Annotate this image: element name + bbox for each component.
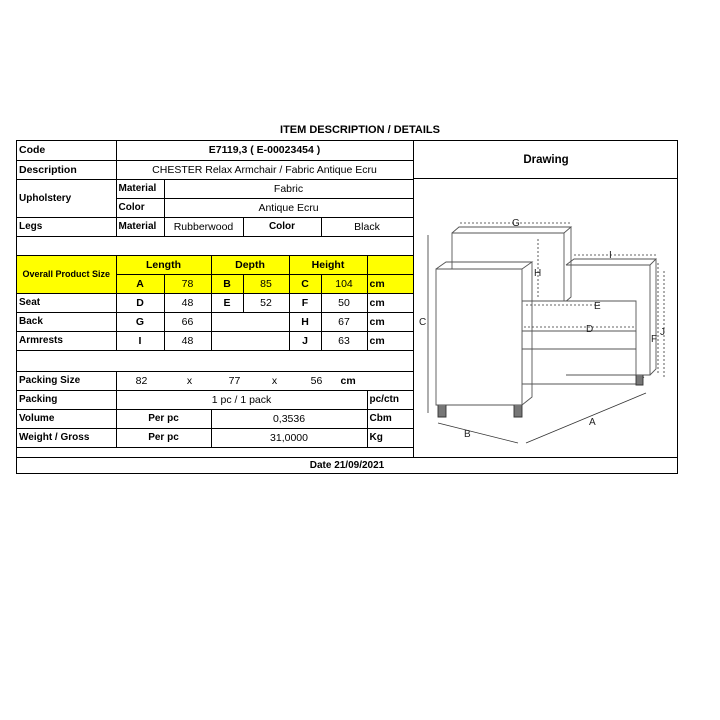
overall-c-value: 104 [321, 274, 367, 293]
armrests-row [17, 331, 413, 350]
overall-a-value: 78 [164, 274, 211, 293]
volume-unit: Cbm [367, 409, 413, 428]
code-value: E7119,3 ( E-00023454 ) [116, 141, 413, 160]
drawing-label-i: I [609, 250, 612, 261]
seat-f-letter: F [289, 293, 321, 312]
upholstery-color-value: Antique Ecru [164, 198, 413, 217]
code-label: Code [17, 141, 116, 160]
back-unit: cm [367, 312, 413, 331]
overall-b-letter: B [211, 274, 243, 293]
spec-sheet [16, 140, 678, 474]
upholstery-color-label: Color [116, 198, 164, 217]
upholstery-label: Upholstery [17, 179, 116, 217]
description-label: Description [17, 160, 116, 179]
height-header: Height [289, 255, 367, 274]
armrests-j-letter: J [289, 331, 321, 350]
spec-table [17, 141, 414, 448]
seat-d-value: 48 [164, 293, 211, 312]
date-footer: Date 21/09/2021 [17, 457, 677, 473]
drawing-label-c: C [419, 317, 427, 328]
packing-row [17, 390, 413, 409]
upholstery-material-value: Fabric [164, 179, 413, 198]
packing-size-label: Packing Size [17, 371, 116, 390]
packing-unit: pc/ctn [367, 390, 413, 409]
back-row [17, 312, 413, 331]
packing-size-x1: x [186, 374, 193, 387]
weight-per: Per pc [116, 428, 211, 447]
back-g-value: 66 [164, 312, 211, 331]
drawing-label-f: F [651, 334, 658, 345]
back-h-value: 67 [321, 312, 367, 331]
drawing-label-b: B [464, 429, 471, 440]
weight-unit: Kg [367, 428, 413, 447]
packing-size-length: 82 [135, 374, 148, 387]
overall-a-letter: A [116, 274, 164, 293]
drawing-label-g: G [512, 218, 520, 229]
packing-size-row [17, 371, 413, 390]
armrests-j-value: 63 [321, 331, 367, 350]
volume-row [17, 409, 413, 428]
back-g-letter: G [116, 312, 164, 331]
packing-size-width: 77 [228, 374, 241, 387]
seat-d-letter: D [116, 293, 164, 312]
upholstery-material-row [17, 179, 413, 198]
seat-e-value: 52 [243, 293, 289, 312]
legs-material-value: Rubberwood [164, 217, 243, 236]
seat-e-letter: E [211, 293, 243, 312]
packing-value: 1 pc / 1 pack [116, 390, 367, 409]
armchair-drawing [414, 179, 678, 457]
packing-size-height: 56 [310, 374, 323, 387]
drawing-label-d: D [586, 324, 594, 335]
drawing-panel [413, 141, 678, 457]
armrests-unit: cm [367, 331, 413, 350]
back-label: Back [17, 312, 116, 331]
seat-unit: cm [367, 293, 413, 312]
legs-material-label: Material [116, 217, 164, 236]
overall-b-value: 85 [243, 274, 289, 293]
volume-value: 0,3536 [211, 409, 367, 428]
dimension-header-row [17, 255, 413, 274]
description-value: CHESTER Relax Armchair / Fabric Antique Ecru [116, 160, 413, 179]
back-h-letter: H [289, 312, 321, 331]
overall-unit: cm [367, 274, 413, 293]
packing-size-unit: cm [340, 374, 356, 387]
code-row [17, 141, 413, 160]
length-header: Length [116, 255, 211, 274]
volume-label: Volume [17, 409, 116, 428]
depth-header: Depth [211, 255, 289, 274]
seat-label: Seat [17, 293, 116, 312]
volume-per: Per pc [116, 409, 211, 428]
upholstery-material-label: Material [116, 179, 164, 198]
packing-size-x2: x [271, 374, 278, 387]
drawing-label-e: E [594, 301, 601, 312]
weight-label: Weight / Gross [17, 428, 116, 447]
overall-c-letter: C [289, 274, 321, 293]
description-row [17, 160, 413, 179]
legs-color-label: Color [243, 217, 321, 236]
armrests-i-letter: I [116, 331, 164, 350]
legs-label: Legs [17, 217, 116, 236]
drawing-label-j: J [660, 327, 665, 338]
armrests-i-value: 48 [164, 331, 211, 350]
spacer-row-2 [17, 350, 413, 371]
legs-row [17, 217, 413, 236]
drawing-header: Drawing [414, 141, 678, 179]
overall-size-label: Overall Product Size [17, 255, 116, 293]
page-title: ITEM DESCRIPTION / DETAILS [280, 124, 440, 136]
weight-row [17, 428, 413, 447]
packing-label: Packing [17, 390, 116, 409]
weight-value: 31,0000 [211, 428, 367, 447]
drawing-label-a: A [589, 417, 596, 428]
legs-color-value: Black [321, 217, 413, 236]
drawing-label-h: H [534, 268, 542, 279]
spacer-row [17, 236, 413, 255]
seat-f-value: 50 [321, 293, 367, 312]
armrests-label: Armrests [17, 331, 116, 350]
seat-row [17, 293, 413, 312]
